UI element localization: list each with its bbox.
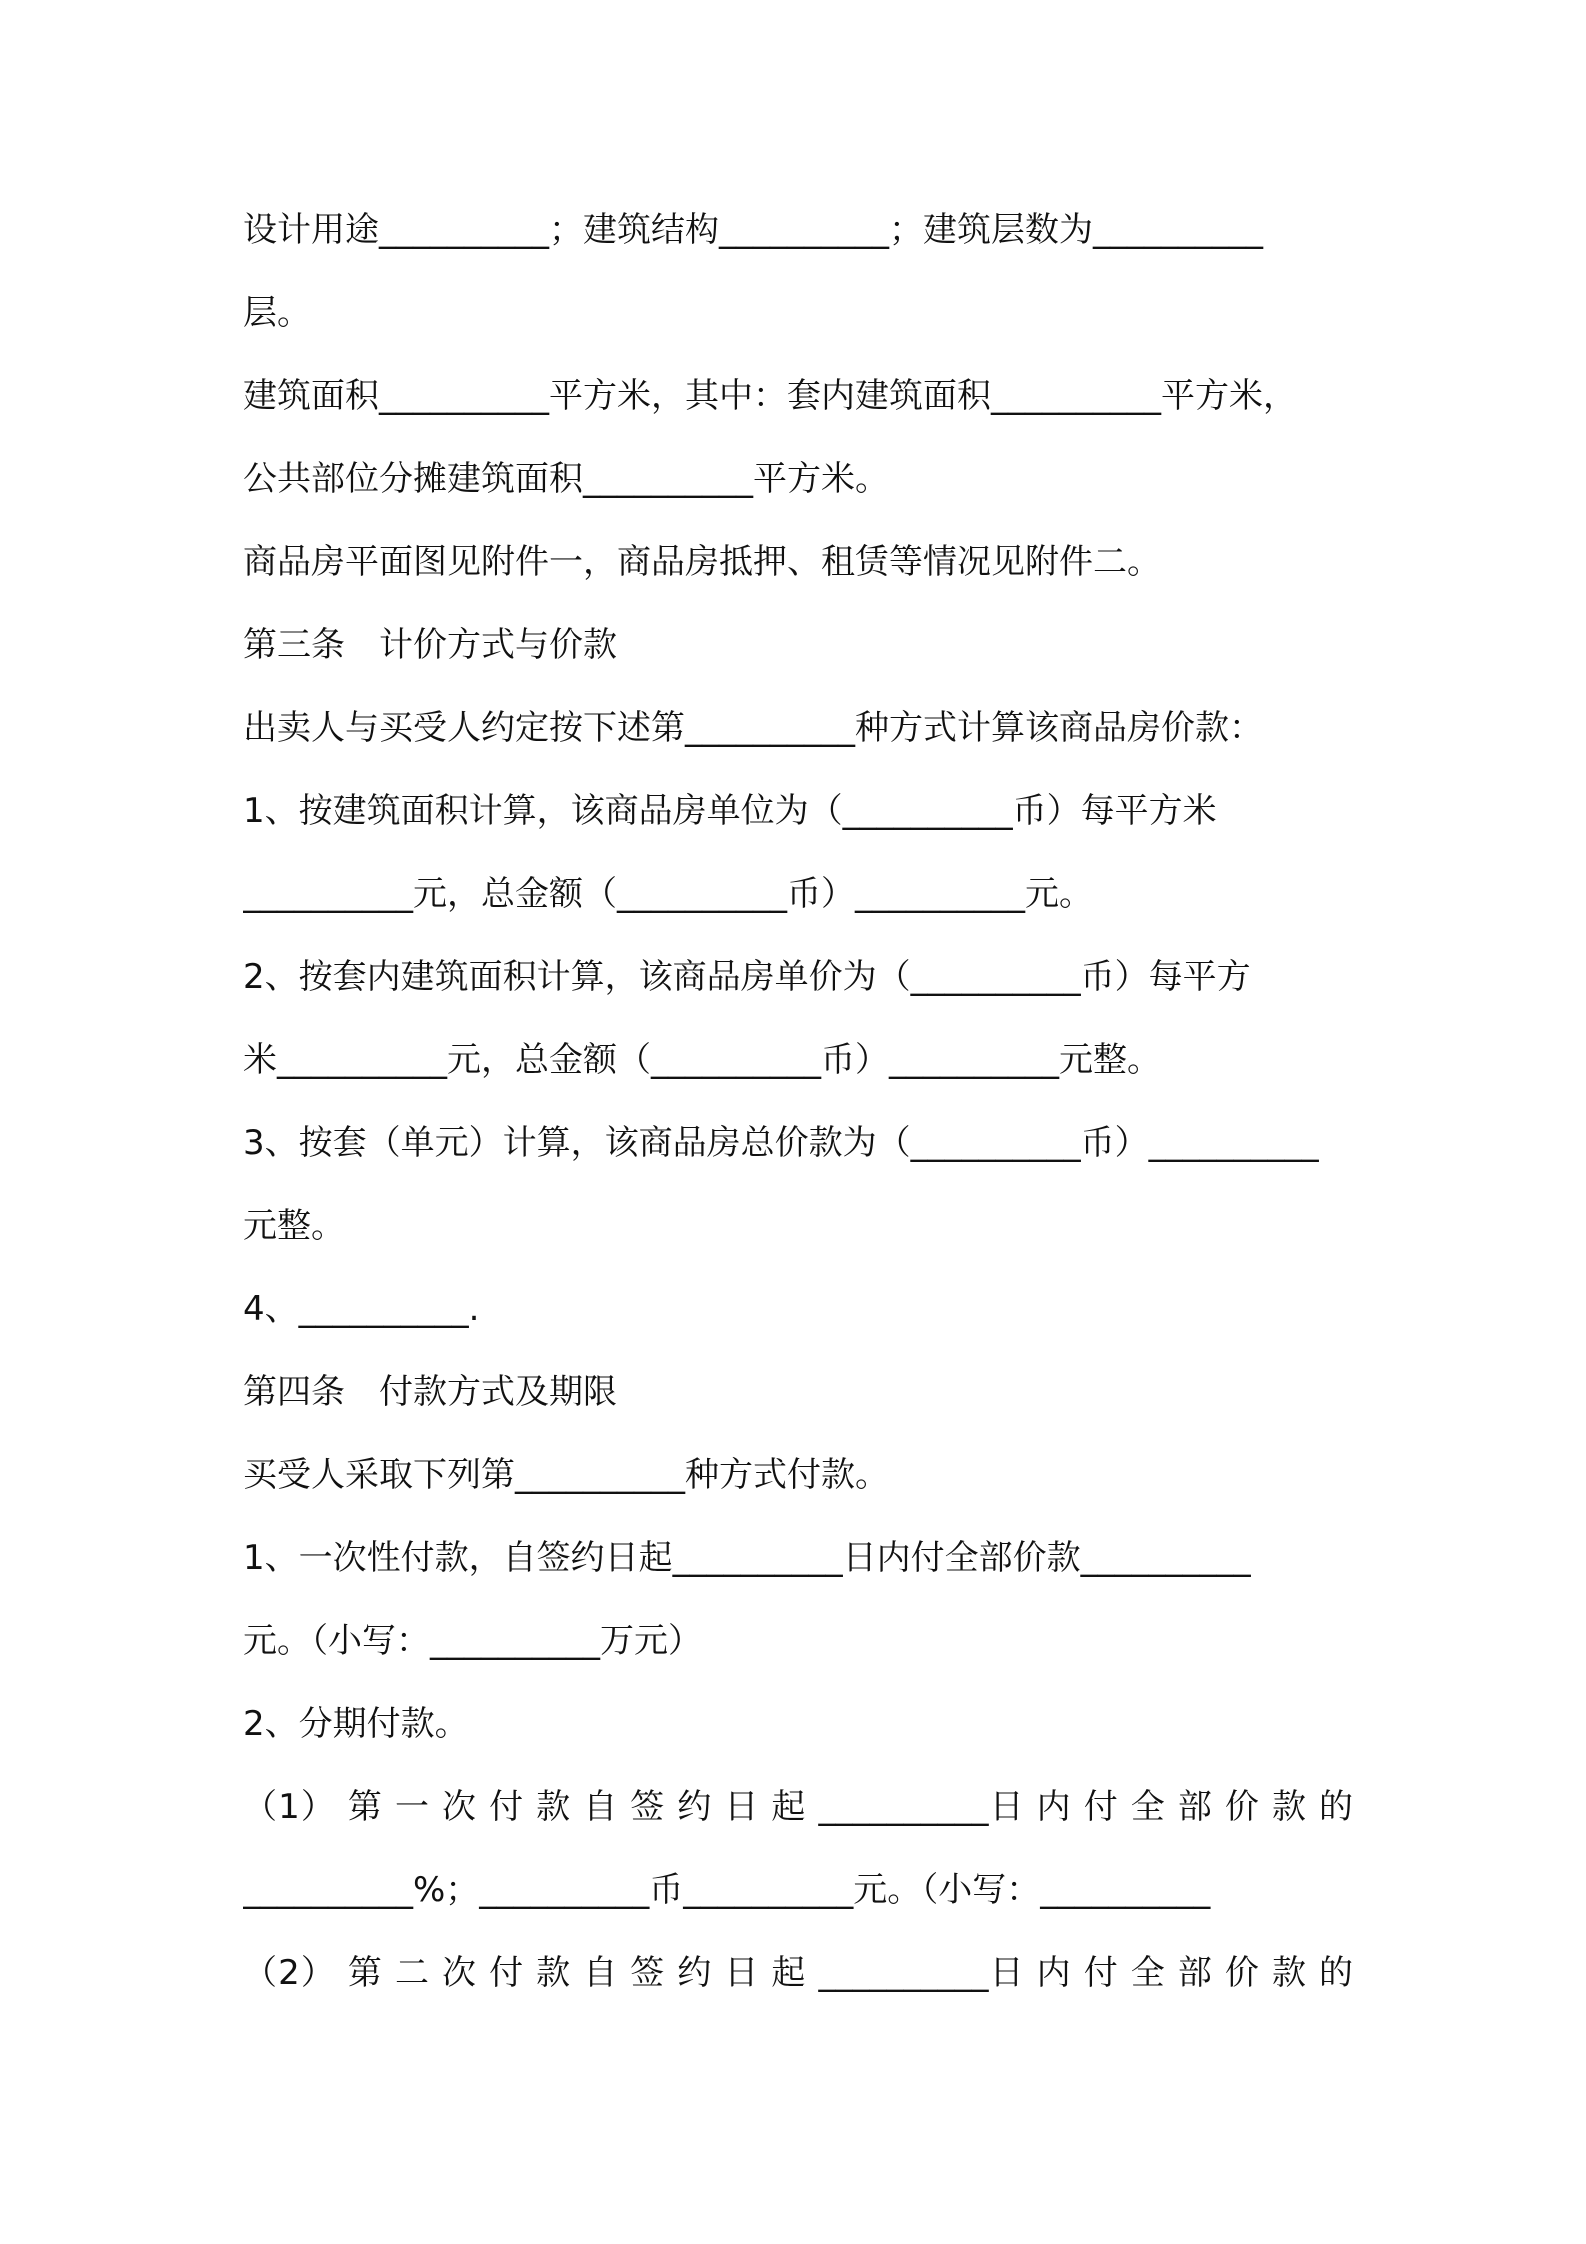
heading-article-3: 第三条 计价方式与价款 (243, 625, 617, 665)
line-pricing-method: 出卖人与买受人约定按下述第__________种方式计算该商品房价款： (243, 708, 1263, 748)
line-option-1-cont: __________元，总金额（__________币）__________元。 (243, 874, 1093, 914)
line-installment-1: （1） 第 一 次 付 款 自 签 约 日 起 __________日 内 付 全 部 价 款 的 (243, 1787, 1353, 1827)
line-building-area: 建筑面积__________平方米，其中：套内建筑面积__________平方米， (243, 376, 1297, 416)
line-installment-2: （2） 第 二 次 付 款 自 签 约 日 起 __________日 内 付 全 部 价 款 的 (243, 1953, 1353, 1993)
line-option-3-cont: 元整。 (243, 1206, 345, 1246)
line-lump-sum: 1、一次性付款，自签约日起__________日内付全部价款__________ (243, 1538, 1251, 1578)
line-option-3: 3、按套（单元）计算，该商品房总价款为（__________币）__________ (243, 1123, 1319, 1163)
line-design-use: 设计用途__________；建筑结构__________；建筑层数为__________ (243, 210, 1263, 250)
line-option-4: 4、__________. (243, 1289, 480, 1329)
line-payment-method: 买受人采取下列第__________种方式付款。 (243, 1455, 889, 1495)
line-installment: 2、分期付款。 (243, 1704, 469, 1744)
line-shared-area: 公共部位分摊建筑面积__________平方米。 (243, 459, 889, 499)
line-installment-1-cont: __________%；__________币__________元。（小写：__________ (243, 1870, 1211, 1910)
line-lump-sum-cont: 元。（小写：__________万元） (243, 1621, 702, 1661)
line-option-2-cont: 米__________元，总金额（__________币）__________元整。 (243, 1040, 1161, 1080)
line-option-2: 2、按套内建筑面积计算，该商品房单价为（__________币）每平方 (243, 957, 1251, 997)
heading-article-4: 第四条 付款方式及期限 (243, 1372, 617, 1412)
line-attachments: 商品房平面图见附件一，商品房抵押、租赁等情况见附件二。 (243, 542, 1161, 582)
line-option-1: 1、按建筑面积计算，该商品房单位为（__________币）每平方米 (243, 791, 1217, 831)
line-floors-unit: 层。 (243, 293, 311, 333)
